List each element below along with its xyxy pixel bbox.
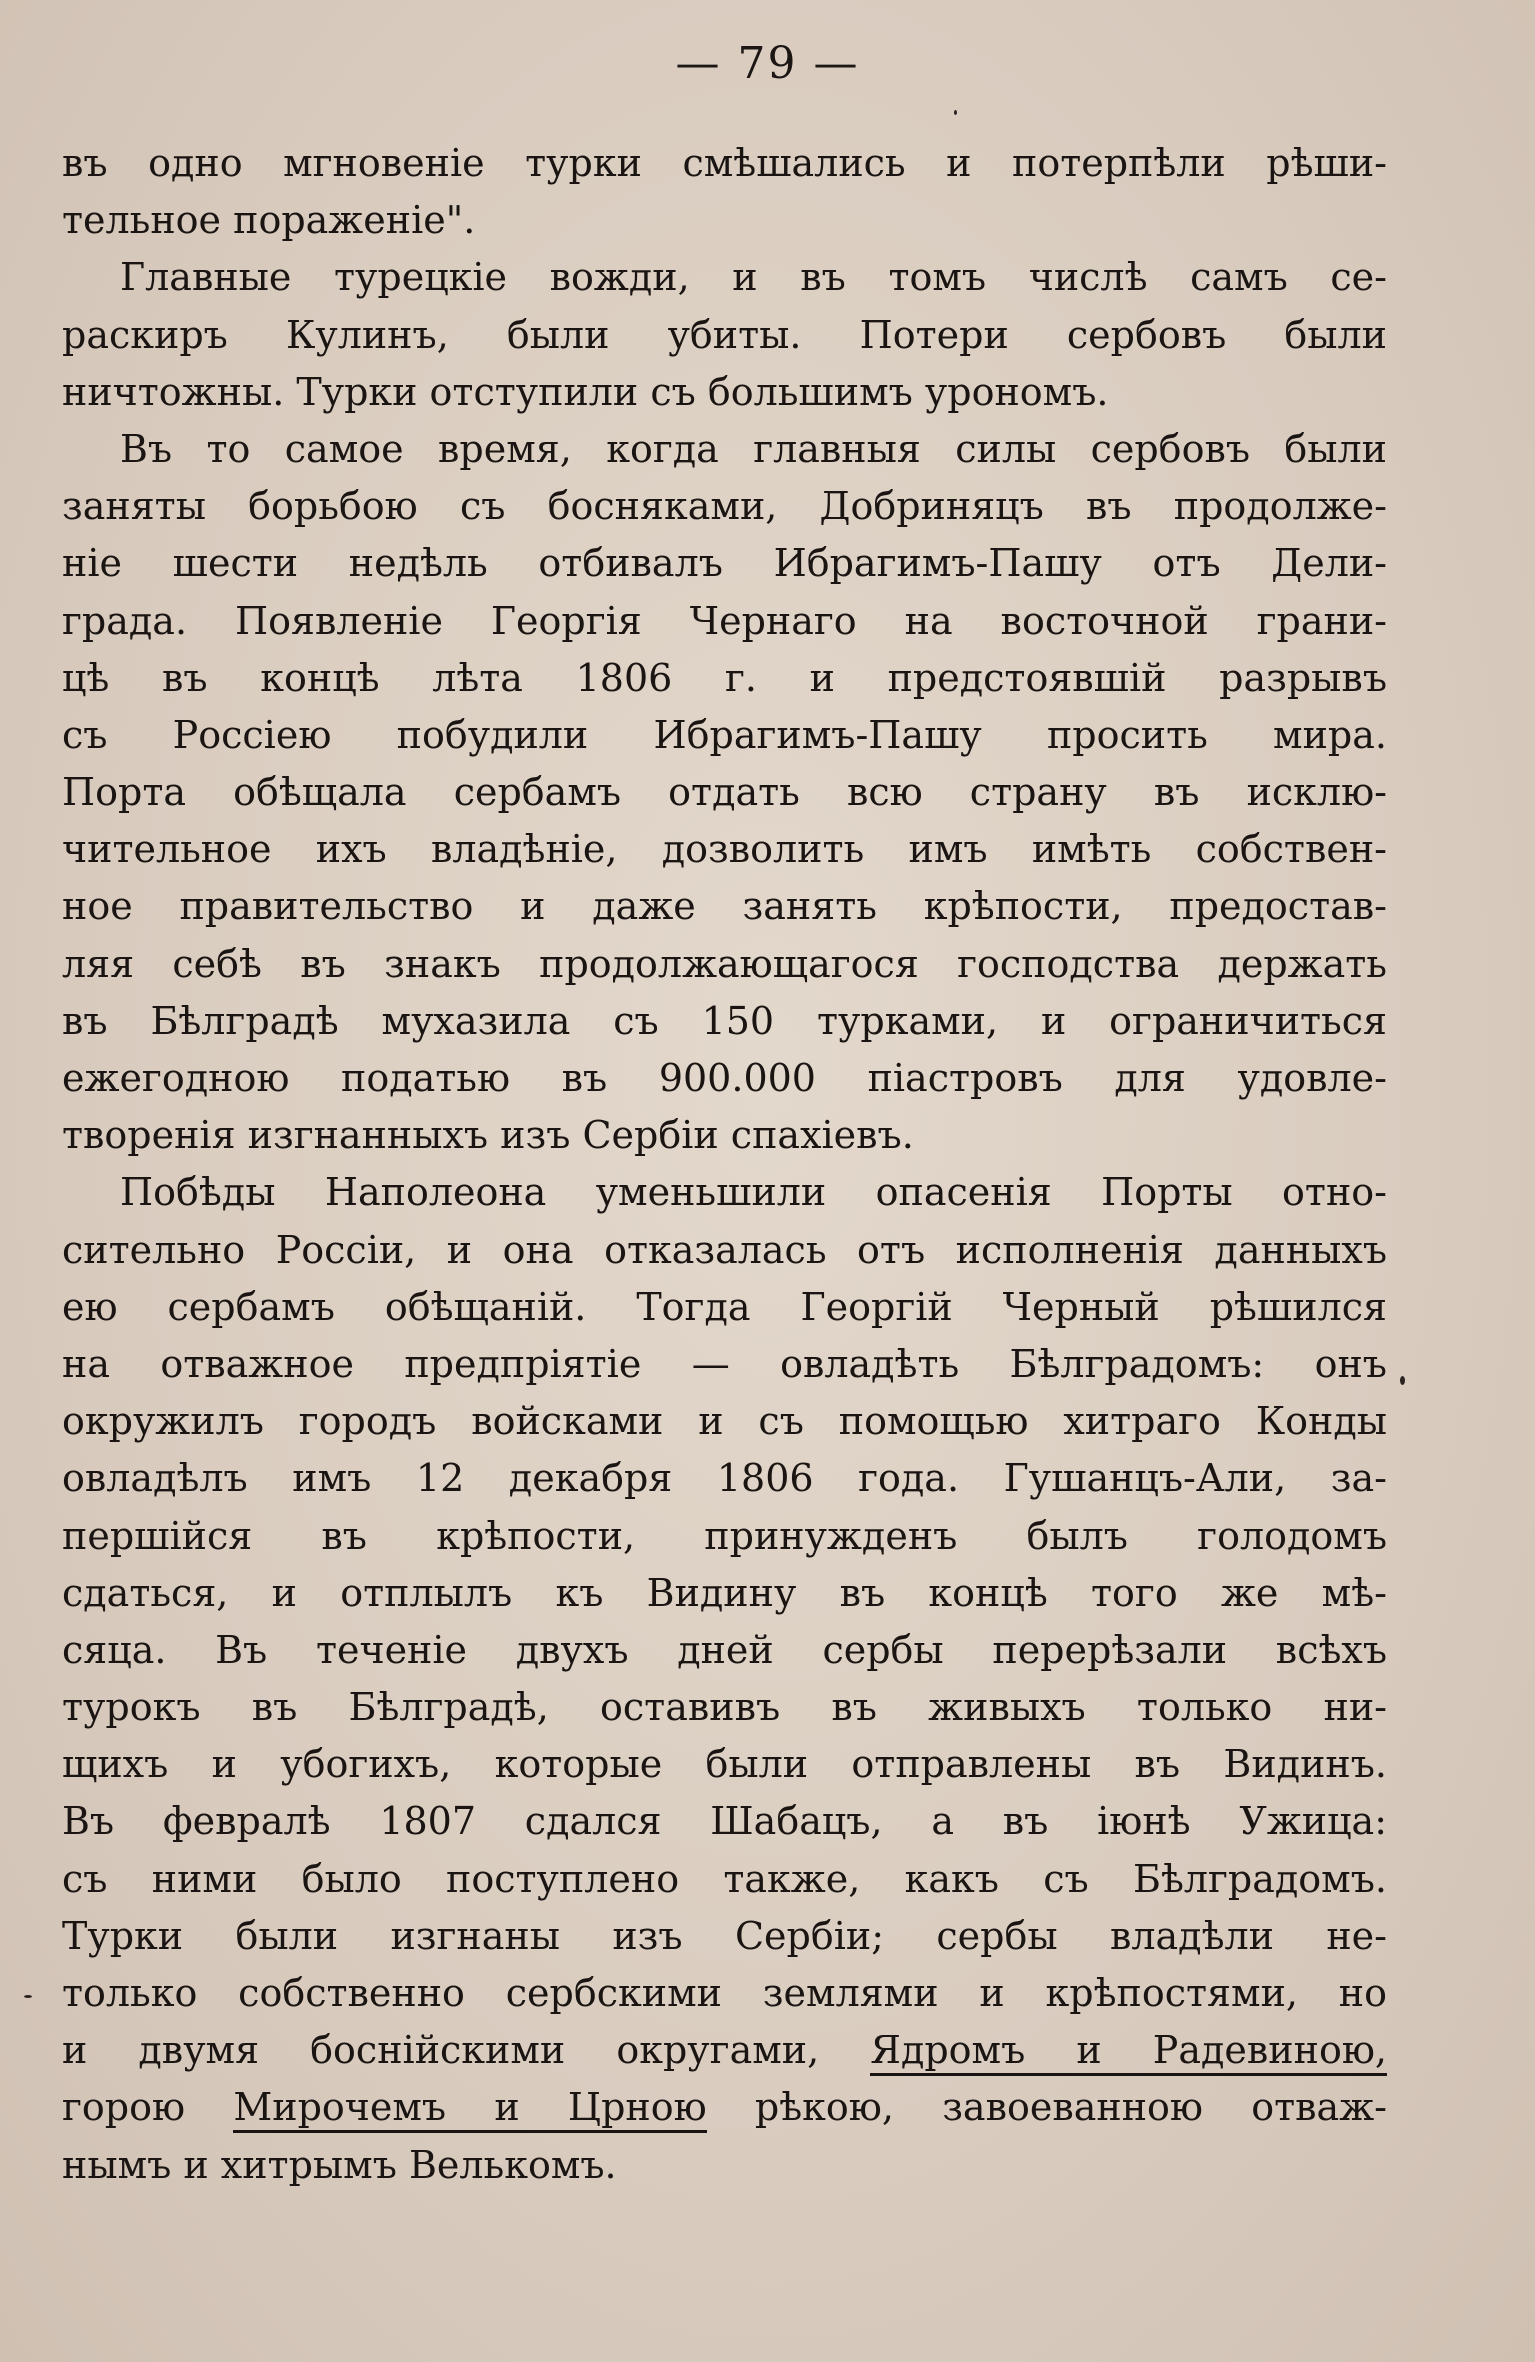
text-line: чительное ихъ владѣніе, дозволить имъ имѣть собствен-: [62, 827, 1387, 872]
text-line: сдаться, и отплылъ къ Видину въ концѣ того же мѣ-: [62, 1570, 1387, 1615]
text-line: въ Бѣлградѣ мухазила съ 150 турками, и ограничиться: [62, 998, 1387, 1043]
text-line: творенія изгнанныхъ изъ Сербіи спахіевъ.: [62, 1113, 914, 1158]
line-16-text: горою Мирочемъ и Црною рѣкою, завоеванною отваж-: [62, 2085, 1387, 2133]
text-line: Порта обѣщала сербамъ отдать всю страну въ исклю-: [62, 770, 1387, 815]
text-line: ничтожны. Турки отступили съ большимъ урономъ.: [62, 369, 1109, 414]
text-line: ежегодною податью въ 900.000 піастровъ для удовле-: [62, 1056, 1387, 1100]
text-line: тельное пораженіе".: [62, 198, 476, 243]
ink-speck: [1400, 1376, 1405, 1385]
text-line: въ одно мгновеніе турки смѣшались и потерпѣли рѣши-: [62, 141, 1387, 185]
text-line: на отважное предпріятіе — овладѣть Бѣлградомъ: онъ: [62, 1341, 1387, 1386]
underlined-phrase: Ядромъ и Радевиною,: [870, 2028, 1387, 2076]
text-line: сительно Россіи, и она отказалась отъ исполненія данныхъ: [62, 1227, 1387, 1272]
text-line: раскиръ Кулинъ, были убиты. Потери сербовъ были: [62, 312, 1387, 357]
text-line: только собственно сербскими землями и крѣпостями, но: [62, 1971, 1387, 2015]
text-line: ляя себѣ въ знакъ продолжающагося господства держать: [62, 941, 1387, 986]
page-number: — 79 —: [675, 38, 860, 89]
text-line: Главные турецкіе вожди, и въ томъ числѣ самъ се-: [120, 255, 1387, 300]
ink-speck: [954, 110, 957, 115]
text-line: съ Россіею побудили Ибрагимъ-Пашу просить мира.: [62, 712, 1387, 757]
text-line: Въ февралѣ 1807 сдался Шабацъ, а въ іюнѣ Ужица:: [62, 1799, 1387, 1844]
text-line: турокъ въ Бѣлградѣ, оставивъ въ живыхъ только ни-: [62, 1685, 1387, 1730]
body-text: [62, 135, 1387, 2194]
text-line: града. Появленіе Георгія Чернаго на восточной грани-: [62, 598, 1387, 643]
text-line: першійся въ крѣпости, принужденъ былъ голодомъ: [62, 1513, 1387, 1558]
text-line: нымъ и хитрымъ Велькомъ.: [62, 2142, 617, 2187]
text-line: щихъ и убогихъ, которые были отправлены въ Видинъ.: [62, 1742, 1387, 1787]
text-line: окружилъ городъ войсками и съ помощью хитраго Конды: [62, 1399, 1387, 1444]
text-line: ное правительство и даже занять крѣпости, предостав-: [62, 884, 1387, 929]
text-line: овладѣлъ имъ 12 декабря 1806 года. Гушанцъ-Али, за-: [62, 1456, 1387, 1501]
line-15-text: и двумя боснійскими округами, Ядромъ и Радевиною,: [62, 2028, 1387, 2076]
ink-speck: [24, 1995, 32, 1998]
text-line: цѣ въ концѣ лѣта 1806 г. и предстоявшій разрывъ: [62, 655, 1387, 700]
text-line: ею сербамъ обѣщаній. Тогда Георгій Черный рѣшился: [62, 1284, 1387, 1329]
text-line-underlined-1: [62, 2022, 1387, 2079]
text-line: ніе шести недѣль отбивалъ Ибрагимъ-Пашу отъ Дели-: [62, 541, 1387, 586]
text-line: Турки были изгнаны изъ Сербіи; сербы владѣли не-: [62, 1913, 1387, 1958]
text-line: съ ними было поступлено также, какъ съ Бѣлградомъ.: [62, 1856, 1387, 1901]
underlined-phrase: Мирочемъ и Црною: [233, 2085, 706, 2133]
text-line: заняты борьбою съ босняками, Добриняцъ въ продолже-: [62, 484, 1387, 529]
text-line: Въ то самое время, когда главныя силы сербовъ были: [120, 426, 1387, 471]
text-line: сяца. Въ теченіе двухъ дней сербы перерѣзали всѣхъ: [62, 1627, 1387, 1672]
text-line-underlined-2: [62, 2079, 1387, 2136]
text-line: Побѣды Наполеона уменьшили опасенія Порты отно-: [120, 1170, 1387, 1215]
